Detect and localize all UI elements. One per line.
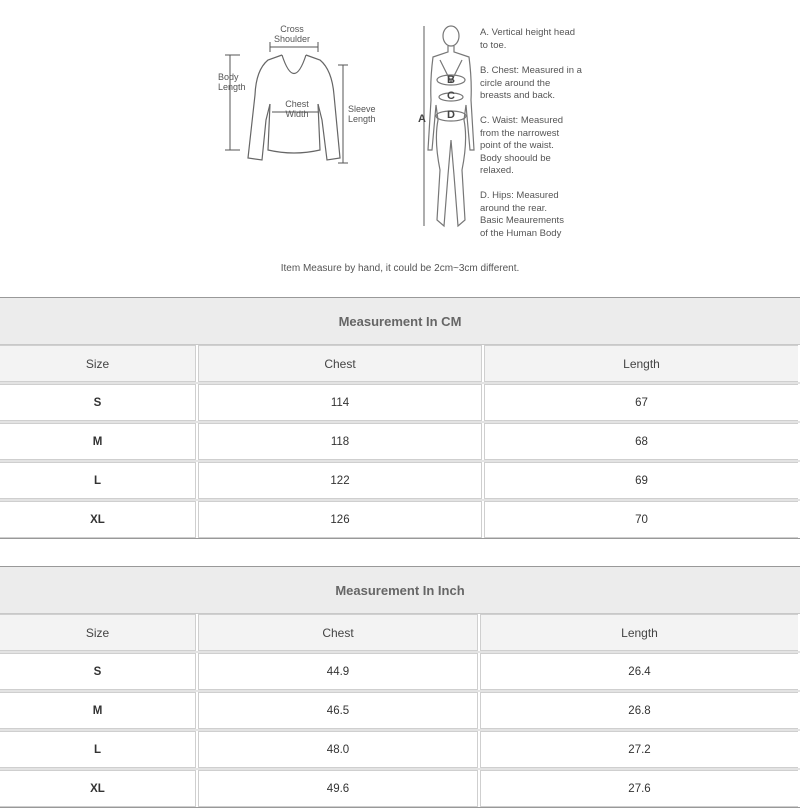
size-cell: M (0, 692, 196, 729)
header-size: Size (0, 614, 196, 651)
table-row (0, 384, 800, 423)
size-cell: S (0, 653, 196, 690)
length-cell: 27.2 (480, 731, 798, 768)
length-cell: 26.4 (480, 653, 798, 690)
body-letter-a: A (418, 113, 426, 125)
size-cell: L (0, 731, 196, 768)
size-cell: M (0, 423, 196, 460)
chest-width-label: Chest Width (285, 99, 309, 119)
measurement-table-cm (0, 297, 800, 539)
note-c-waist: C. Waist: Measured from the narrowest point of the waist. Body shoould be relaxed. (480, 115, 564, 176)
table-row (0, 731, 800, 770)
measurement-disclaimer: Item Measure by hand, it could be 2cm~3cm different. (280, 263, 520, 274)
measurement-table-inch (0, 566, 800, 808)
header-length: Length (480, 614, 798, 651)
note-d-hips: D. Hips: Measured around the rear. Basic Meaurements of the Human Body (480, 190, 564, 239)
table-row (0, 653, 800, 692)
chest-cell: 122 (198, 462, 482, 499)
table-title: Measurement In Inch (0, 567, 800, 614)
chest-cell: 49.6 (198, 770, 478, 807)
table-row (0, 462, 800, 501)
size-cell: S (0, 384, 196, 421)
table-row (0, 501, 800, 538)
table-header-row (0, 345, 800, 384)
size-cell: XL (0, 770, 196, 807)
header-chest: Chest (198, 614, 478, 651)
length-cell: 26.8 (480, 692, 798, 729)
chest-cell: 114 (198, 384, 482, 421)
garment-and-body-drawing (0, 0, 800, 290)
chest-cell: 48.0 (198, 731, 478, 768)
chest-cell: 46.5 (198, 692, 478, 729)
table-row (0, 423, 800, 462)
measurement-illustration (0, 0, 800, 290)
header-chest: Chest (198, 345, 482, 382)
length-cell: 67 (484, 384, 798, 421)
length-cell: 70 (484, 501, 798, 538)
header-length: Length (484, 345, 798, 382)
size-cell: XL (0, 501, 196, 538)
chest-cell: 44.9 (198, 653, 478, 690)
body-letter-b: B (447, 74, 455, 86)
header-size: Size (0, 345, 196, 382)
chest-cell: 118 (198, 423, 482, 460)
note-b-chest: B. Chest: Measured in a circle around the breasts and back. (480, 65, 582, 101)
note-a-vertical-height: A. Vertical height head to toe. (480, 27, 576, 51)
length-cell: 69 (484, 462, 798, 499)
table-row (0, 692, 800, 731)
size-cell: L (0, 462, 196, 499)
chest-cell: 126 (198, 501, 482, 538)
length-cell: 27.6 (480, 770, 798, 807)
body-letter-d: D (447, 109, 455, 121)
table-title: Measurement In CM (0, 298, 800, 345)
table-row (0, 770, 800, 807)
cross-shoulder-label: Cross Shoulder (273, 24, 311, 44)
body-figure (424, 26, 474, 226)
sleeve-length-label: Sleeve Length (348, 104, 376, 124)
length-cell: 68 (484, 423, 798, 460)
table-header-row (0, 614, 800, 653)
body-length-label: Body Length (218, 72, 246, 92)
body-letter-c: C (447, 90, 455, 102)
